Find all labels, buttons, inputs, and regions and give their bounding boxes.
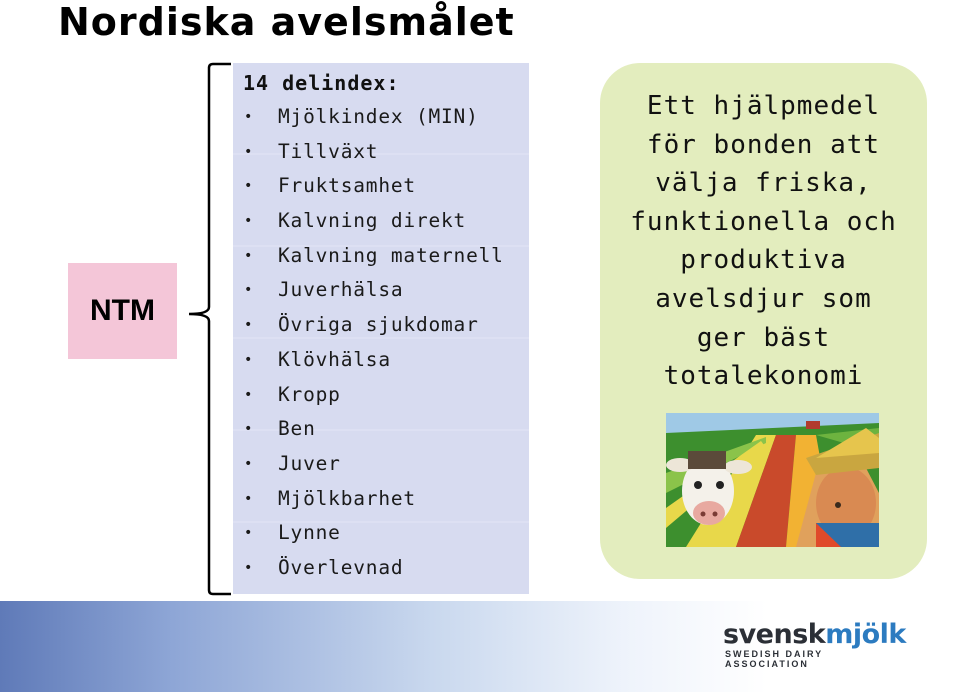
list-item: • Överlevnad — [244, 555, 404, 579]
slide-title: Nordiska avelsmålet — [58, 0, 515, 44]
list-item: • Mjölkindex (MIN) — [244, 105, 479, 128]
list-item: • Kalvning direkt — [244, 209, 467, 233]
list-item: • Juverhälsa — [244, 278, 404, 302]
bullet-icon: • — [244, 559, 254, 576]
bullet-icon: • — [244, 351, 254, 368]
list-item: • Kalvning maternell — [244, 243, 504, 267]
svenskmjolk-logo — [723, 619, 906, 669]
bullet-icon: • — [244, 109, 254, 125]
goal-line: Ett hjälpmedel — [646, 91, 881, 121]
delindex-panel — [233, 63, 529, 594]
list-item: • Lynne — [244, 521, 341, 545]
delindex-heading: 14 delindex: — [243, 71, 400, 95]
goal-line: funktionella och — [630, 206, 897, 237]
bullet-icon: • — [244, 282, 254, 299]
delindex-list — [233, 105, 504, 591]
goal-line: för bonden att — [646, 129, 881, 160]
list-item: • Kropp — [244, 382, 341, 406]
bullet-icon: • — [244, 143, 254, 160]
bullet-icon: • — [244, 247, 254, 264]
bullet-icon: • — [244, 317, 254, 334]
logo-subtitle: SWEDISH DAIRY ASSOCIATION — [725, 649, 824, 669]
bullet-icon: • — [244, 525, 254, 542]
list-item: • Juver — [244, 451, 341, 475]
bullet-icon: • — [244, 386, 254, 403]
list-item: • Mjölkbarhet — [244, 486, 416, 510]
bullet-icon: • — [244, 178, 254, 195]
ntm-label: NTM — [90, 294, 155, 327]
goal-line: ger bäst — [696, 322, 831, 353]
bullet-icon: • — [244, 213, 254, 230]
list-item: • Tillväxt — [244, 139, 379, 163]
bullet-icon: • — [244, 455, 254, 472]
ntm-box — [68, 263, 177, 359]
bullet-icon: • — [244, 421, 254, 438]
logo-wordmark: svenskmjölk — [723, 619, 906, 650]
bullet-icon: • — [244, 490, 254, 507]
curly-brace-icon — [185, 62, 233, 596]
list-item: • Övriga sjukdomar — [244, 313, 479, 337]
goal-text — [600, 87, 927, 396]
goal-line: välja friska, — [655, 168, 872, 199]
list-item: • Ben — [244, 417, 316, 441]
goal-panel — [600, 63, 927, 579]
goal-line: produktiva — [680, 245, 847, 276]
goal-line: totalekonomi — [663, 361, 864, 392]
list-item: • Klövhälsa — [244, 347, 391, 371]
goal-line: avelsdjur som — [655, 283, 872, 314]
list-item: • Fruktsamhet — [244, 174, 416, 198]
farm-illustration-icon — [666, 413, 879, 547]
